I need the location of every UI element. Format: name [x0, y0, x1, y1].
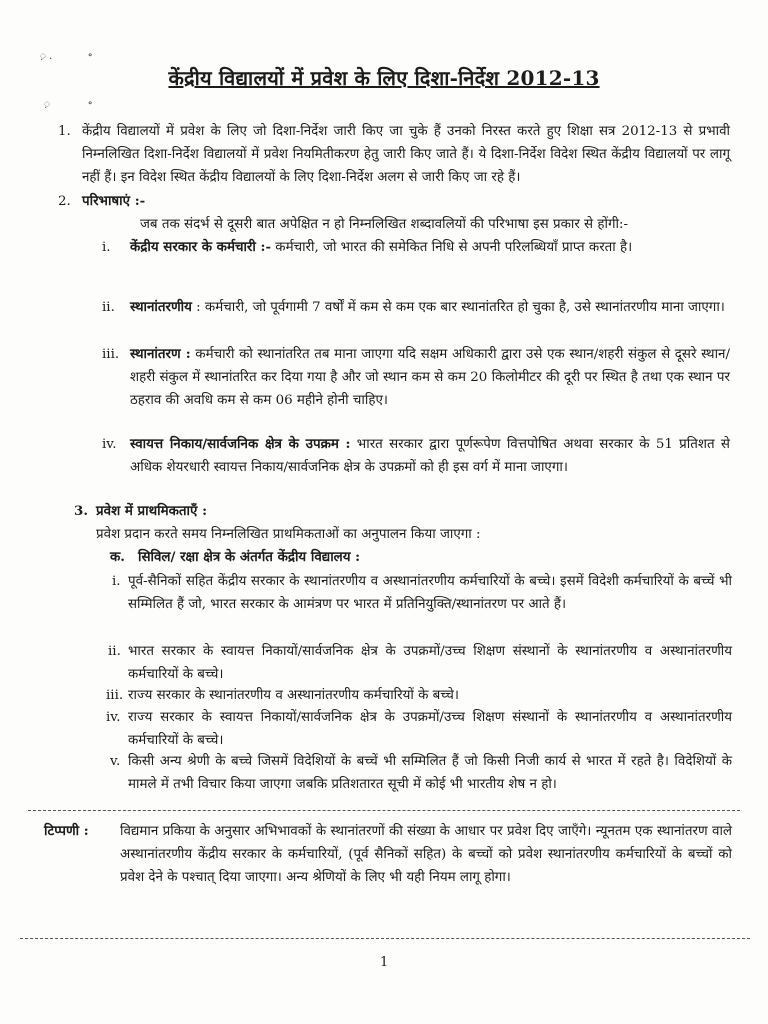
priority-1-text: पूर्व-सैनिकों सहित केंद्रीय सरकार के स्थानांतरणीय व अस्थानांतरणीय कर्मचारियों के बच्चे। इसमें विदेशी कर्मचारियों के बच्चें भी सम्मिलित हैं जो, भारत सरकार के आमंत्रण पर भारत में प्रतिनियुक्ति/स्थानांतरण पर आते हैं।	[128, 574, 732, 612]
priority-2-text: भारत सरकार के स्वायत्त निकायों/सार्वजनिक क्षेत्र के उपक्रमों/उच्च शिक्षण संस्थानों के स्थानांतरणीय व अस्थानांतरणीय कर्मचारियों के बच्चे।	[128, 644, 732, 682]
definition-4	[130, 433, 730, 479]
scan-speck: ॰	[88, 51, 93, 62]
section-3-intro: प्रवेश प्रदान करते समय निम्नलिखित प्राथमिकताओं का अनुपालन किया जाएगा :	[96, 527, 481, 542]
section-1-text: केंद्रीय विद्यालयों में प्रवेश के लिए जो दिशा-निर्देश जारी किए जा चुके हैं उनको निरस्त करते हुए शिक्षा सत्र 2012-13 से प्रभावी निम्नलिखित दिशा-निर्देश विद्यालयों में प्रवेश नियमितीकरण हेतु जारी किए जाते हैं। ये दिशा-निर्देश विदेश स्थित केंद्रीय विद्यालयों पर लागू नहीं हैं। इन विदेश स्थित केंद्रीय विद्यालयों के लिए दिशा-निर्देश अलग से जारी किए जा रहे हैं।	[82, 124, 730, 185]
definition-2-text: : कर्मचारी, जो पूर्वगामी 7 वर्षों में कम से कम एक बार स्थानांतरित हो चुका है, उसे स्थानांतरणीय माना जाएगा।	[191, 300, 725, 315]
section-2-number: 2.	[58, 194, 71, 209]
note-label: टिप्पणी :	[44, 823, 89, 839]
definition-4-number: iv.	[102, 437, 117, 452]
section-3-heading: प्रवेश में प्राथमिकताएँ :	[96, 503, 208, 519]
priority-2-number: ii.	[108, 644, 121, 659]
scan-speck: ॰	[88, 99, 93, 110]
definition-2-number: ii.	[102, 300, 115, 315]
section-2-heading: परिभाषाएं :-	[82, 193, 146, 209]
section-1-number: 1.	[58, 124, 71, 139]
definition-1	[130, 236, 730, 259]
definition-2-term: स्थानांतरणीय	[130, 299, 192, 315]
definition-4-text: भारत सरकार द्वारा पूर्णरूपेण वित्तपोषित अथवा सरकार के 51 प्रतिशत से अधिक शेयरधारी स्वायत्त निकाय/सार्वजनिक क्षेत्र के उपक्रमों को ही इस वर्ग में माना जाएगा।	[130, 437, 730, 475]
definition-1-term: केंद्रीय सरकार के कर्मचारी :-	[130, 239, 272, 255]
priority-5-text: किसी अन्य श्रेणी के बच्चे जिसमें विदेशियों के बच्चें भी सम्मिलित हैं जो किसी निजी कार्य से भारत में रहते है। विदेशियों के मामले में तभी विचार किया जाएगा जबकि प्रतिशतारत सूची में कोई भी भारतीय शेष न हो।	[128, 754, 732, 792]
subsection-ka-number: क.	[110, 549, 125, 565]
definition-3-number: iii.	[102, 347, 120, 362]
document-title: केंद्रीय विद्यालयों में प्रवेश के लिए दिशा-निर्देश 2012-13	[168, 66, 600, 90]
definition-3	[130, 343, 730, 412]
definition-3-term: स्थानांतरण :	[130, 346, 191, 362]
subsection-ka-heading: सिविल/ रक्षा क्षेत्र के अंतर्गत केंद्रीय विद्यालय :	[138, 549, 361, 565]
note-text: विद्यमान प्रकिया के अनुसार अभिभावकों के स्थानांतरणों की संख्या के आधार पर प्रवेश दिए जाएँगे। न्यूनतम एक स्थानांतरण वाले अस्थानांतरणीय केंद्रीय सरकार के कर्मचारियों, (पूर्व सैनिकों सहित) के बच्चों को प्रवेश स्थानांतरणीय कर्मचारियों के बच्चों को प्रवेश देने के पश्चात् दिया जाएगा। अन्य श्रेणियों के लिए भी यही नियम लागू होगा।	[120, 824, 732, 885]
definition-2	[130, 296, 730, 319]
priority-3-text: राज्य सरकार के स्थानांतरणीय व अस्थानांतरणीय कर्मचारियों के बच्चे।	[128, 688, 459, 703]
scan-speck: ़ .	[40, 51, 53, 62]
scan-speck: ़	[44, 99, 50, 110]
definition-1-number: i.	[102, 240, 111, 255]
priority-3-number: iii.	[106, 688, 124, 703]
definition-4-term: स्वायत्त निकाय/सार्वजनिक क्षेत्र के उपक्रम :	[130, 436, 351, 452]
section-2-intro: जब तक संदर्भ से दूसरी बात अपेक्षित न हो निम्नलिखित शब्दावलियों की परिभाषा इस प्रकार से होंगी:-	[140, 217, 628, 232]
priority-4-number: iv.	[106, 710, 121, 725]
priority-1-number: i.	[112, 574, 121, 589]
priority-5-number: v.	[110, 754, 121, 769]
section-divider	[28, 810, 740, 811]
section-3-number: 3.	[74, 503, 88, 519]
definition-1-text: कर्मचारी, जो भारत की समेकित निधि से अपनी परिलब्धियाँ प्राप्त करता है।	[271, 240, 633, 255]
page-number: 1	[380, 955, 389, 970]
definition-3-text: कर्मचारी को स्थानांतरित तब माना जाएगा यदि सक्षम अधिकारी द्वारा उसे एक स्थान/शहरी संकुल से दूसरे स्थान/शहरी संकुल में स्थानांतरित कर दिया गया है और जो स्थान कम से कम 20 किलोमीटर की दूरी पर स्थित है तथा एक स्थान पर ठहराव की अवधि कम से कम 06 महीने होनी चाहिए।	[130, 347, 731, 408]
priority-4-text: राज्य सरकार के स्वायत्त निकायों/सार्वजनिक क्षेत्र के उपक्रमों/उच्च शिक्षण संस्थानों के स्थानांतरणीय व अस्थानांतरणीय कर्मचारियों के बच्चे।	[128, 710, 732, 748]
footer-rule	[20, 938, 750, 939]
